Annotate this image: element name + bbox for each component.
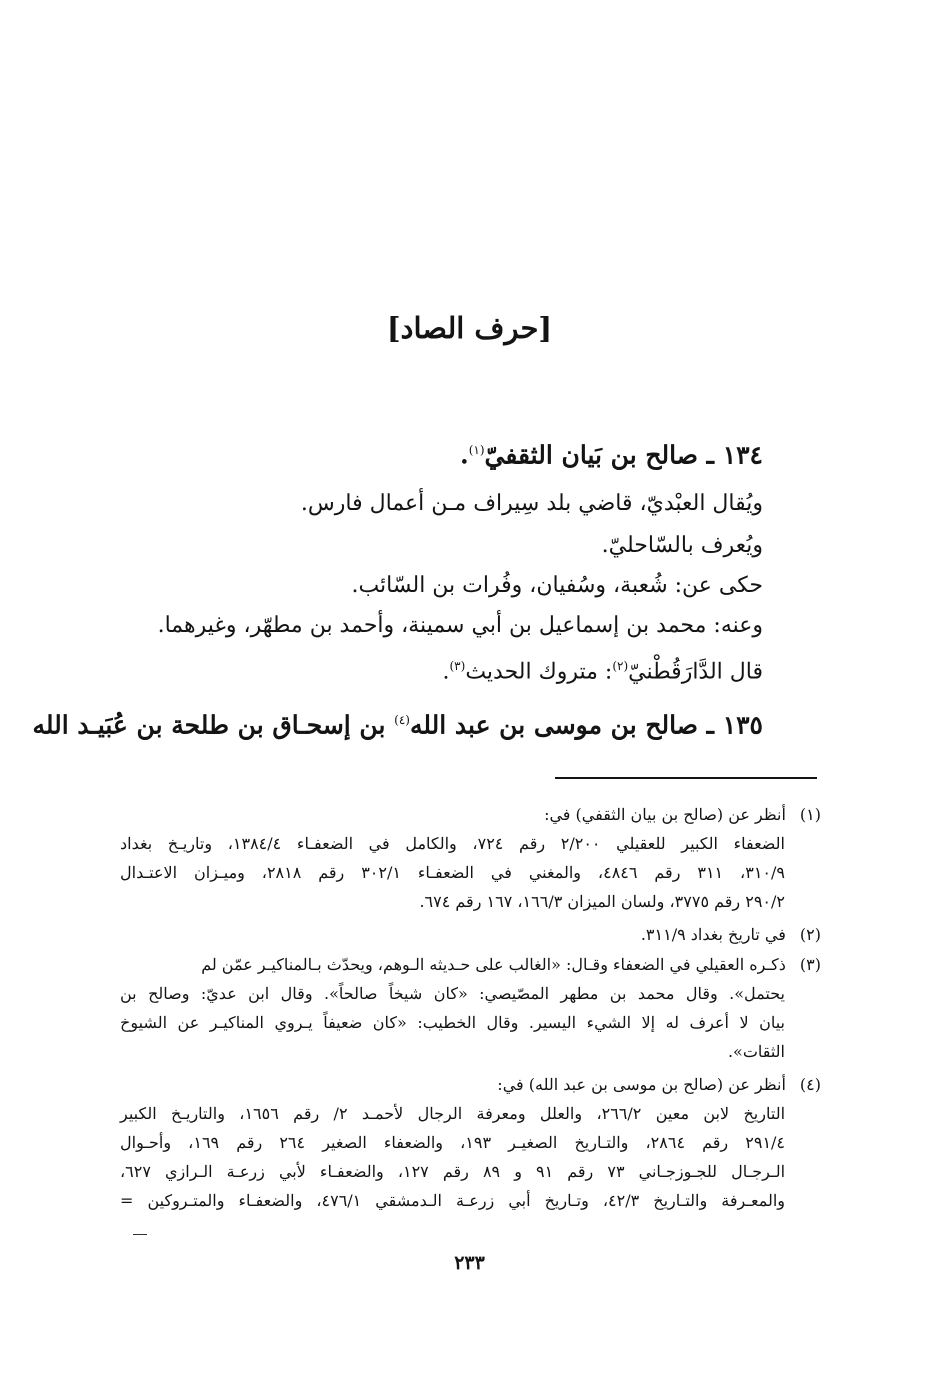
- entry-134-line: ويُعرف بالسّاحليّ.: [601, 533, 763, 558]
- entry-134-line: حكى عن: شُعبة، وسُفيان، وفُرات بن السّائب.: [351, 573, 763, 598]
- entry-134-last-line: [113, 646, 763, 692]
- footnote-2: [121, 920, 821, 949]
- footnote-ref-4: (٤): [394, 713, 410, 727]
- entry-134-last-line-end: .: [442, 659, 450, 685]
- continuation-mark: [133, 1234, 147, 1235]
- footnote-4-number: (٤): [799, 1075, 821, 1094]
- footnote-separator: [555, 777, 817, 779]
- footnote-4-intro-text: أنظر عن (صالح بن موسى بن عبد الله) في:: [497, 1075, 786, 1094]
- footnote-3-line: يحتمل». وقال محمد بن مطهر المصّيصي: «كان شيخاً صالحاً». وقال ابن عديّ: وصالح بن: [120, 984, 785, 1003]
- entry-134-heading-text: ١٣٤ ـ صالح بن بَيان الثقفيّ: [484, 440, 763, 470]
- footnote-4-line: والمعـرفة والتـاريخ ٤٢/٣، وتـاريخ أبي زرعـة الـدمشقي ٤٧٦/١، والضعفـاء والمتـروكين =: [120, 1191, 785, 1210]
- footnote-1-intro: [121, 800, 821, 829]
- footnote-1-intro-text: أنظر عن (صالح بن بيان الثقفي) في:: [544, 805, 786, 824]
- footnote-1-line: ٣١٠/٩، ٣١١ رقم ٤٨٤٦، والمغني في الضعفـاء ٣٠٢/١ رقم ٢٨١٨، وميـزان الاعتـدال: [120, 863, 785, 882]
- entry-134-line: وعنه: محمد بن إسماعيل بن أبي سمينة، وأحمد بن مطهّر، وغيرهما.: [157, 613, 763, 638]
- entry-135-heading-b: بن إسحـاق بن طلحة بن عُبَيـد الله: [32, 710, 395, 740]
- footnote-2-number: (٢): [799, 925, 821, 944]
- footnote-4-intro: [121, 1070, 821, 1099]
- entry-134-heading-end: .: [460, 440, 469, 470]
- footnote-3-line: بيان لا أعرف له إلا الشيء اليسير. وقال الخطيب: «كان ضعيفاً يـروي المناكيـر عن الشيوخ: [120, 1013, 785, 1032]
- section-title: [حرف الصاد]: [386, 311, 553, 345]
- entry-134-heading: [113, 430, 763, 475]
- entry-134-line: ويُقال العبْديّ، قاضي بلد سِيراف مـن أعمال فارس.: [300, 491, 763, 516]
- footnote-ref-3: (٣): [449, 659, 466, 673]
- footnote-3-number: (٣): [799, 955, 821, 974]
- entry-135-heading: [32, 700, 763, 745]
- footnote-ref-1: (١): [468, 443, 485, 457]
- footnote-4-line: ٢٩١/٤ رقم ٢٨٦٤، والتـاريخ الصغيـر ١٩٣، والضعفاء الصغير ٢٦٤ رقم ١٦٩، وأحـوال: [120, 1133, 786, 1152]
- footnote-2-text: في تاريخ بغداد ٣١١/٩.: [640, 925, 786, 944]
- page-number: ٢٣٣: [454, 1252, 485, 1274]
- footnote-1-line: الضعفاء الكبير للعقيلي ٢/٢٠٠ رقم ٧٢٤، والكامل في الضعفـاء ١٣٨٤/٤، وتاريـخ بغداد: [120, 834, 786, 853]
- footnote-4-line: التاريخ لابن معين ٢٦٦/٢، والعلل ومعرفة الرجال لأحمـد ٢/ رقم ١٦٥٦، والتاريـخ الكبير: [120, 1104, 786, 1123]
- footnote-3-first-text: ذكـره العقيلي في الضعفاء وقـال: «الغالب على حـديثه الـوهم، ويحدّث بـالمناكيـر عمّن لم: [201, 955, 786, 974]
- footnote-ref-2: (٢): [612, 659, 629, 673]
- footnote-1-line: ٢٩٠/٢ رقم ٣٧٧٥، ولسان الميزان ١٦٦/٣، ١٦٧ رقم ٦٧٤.: [419, 892, 785, 911]
- entry-134-quote-b: : متروك الحديث: [465, 659, 613, 685]
- footnote-3-line: الثقات».: [727, 1042, 785, 1061]
- entry-134-quote-a: قال الدَّارَقُطْنيّ: [628, 659, 763, 685]
- footnote-3-first: [121, 950, 821, 979]
- footnote-1-number: (١): [799, 805, 821, 824]
- entry-135-heading-a: ١٣٥ ـ صالح بن موسى بن عبد الله: [409, 710, 763, 740]
- footnote-4-line: الـرجـال للجـوزجـاني ٧٣ رقم ٩١ و ٨٩ رقم ١٢٧، والضعفـاء لأبي زرعـة الـرازي ٦٢٧،: [120, 1162, 786, 1181]
